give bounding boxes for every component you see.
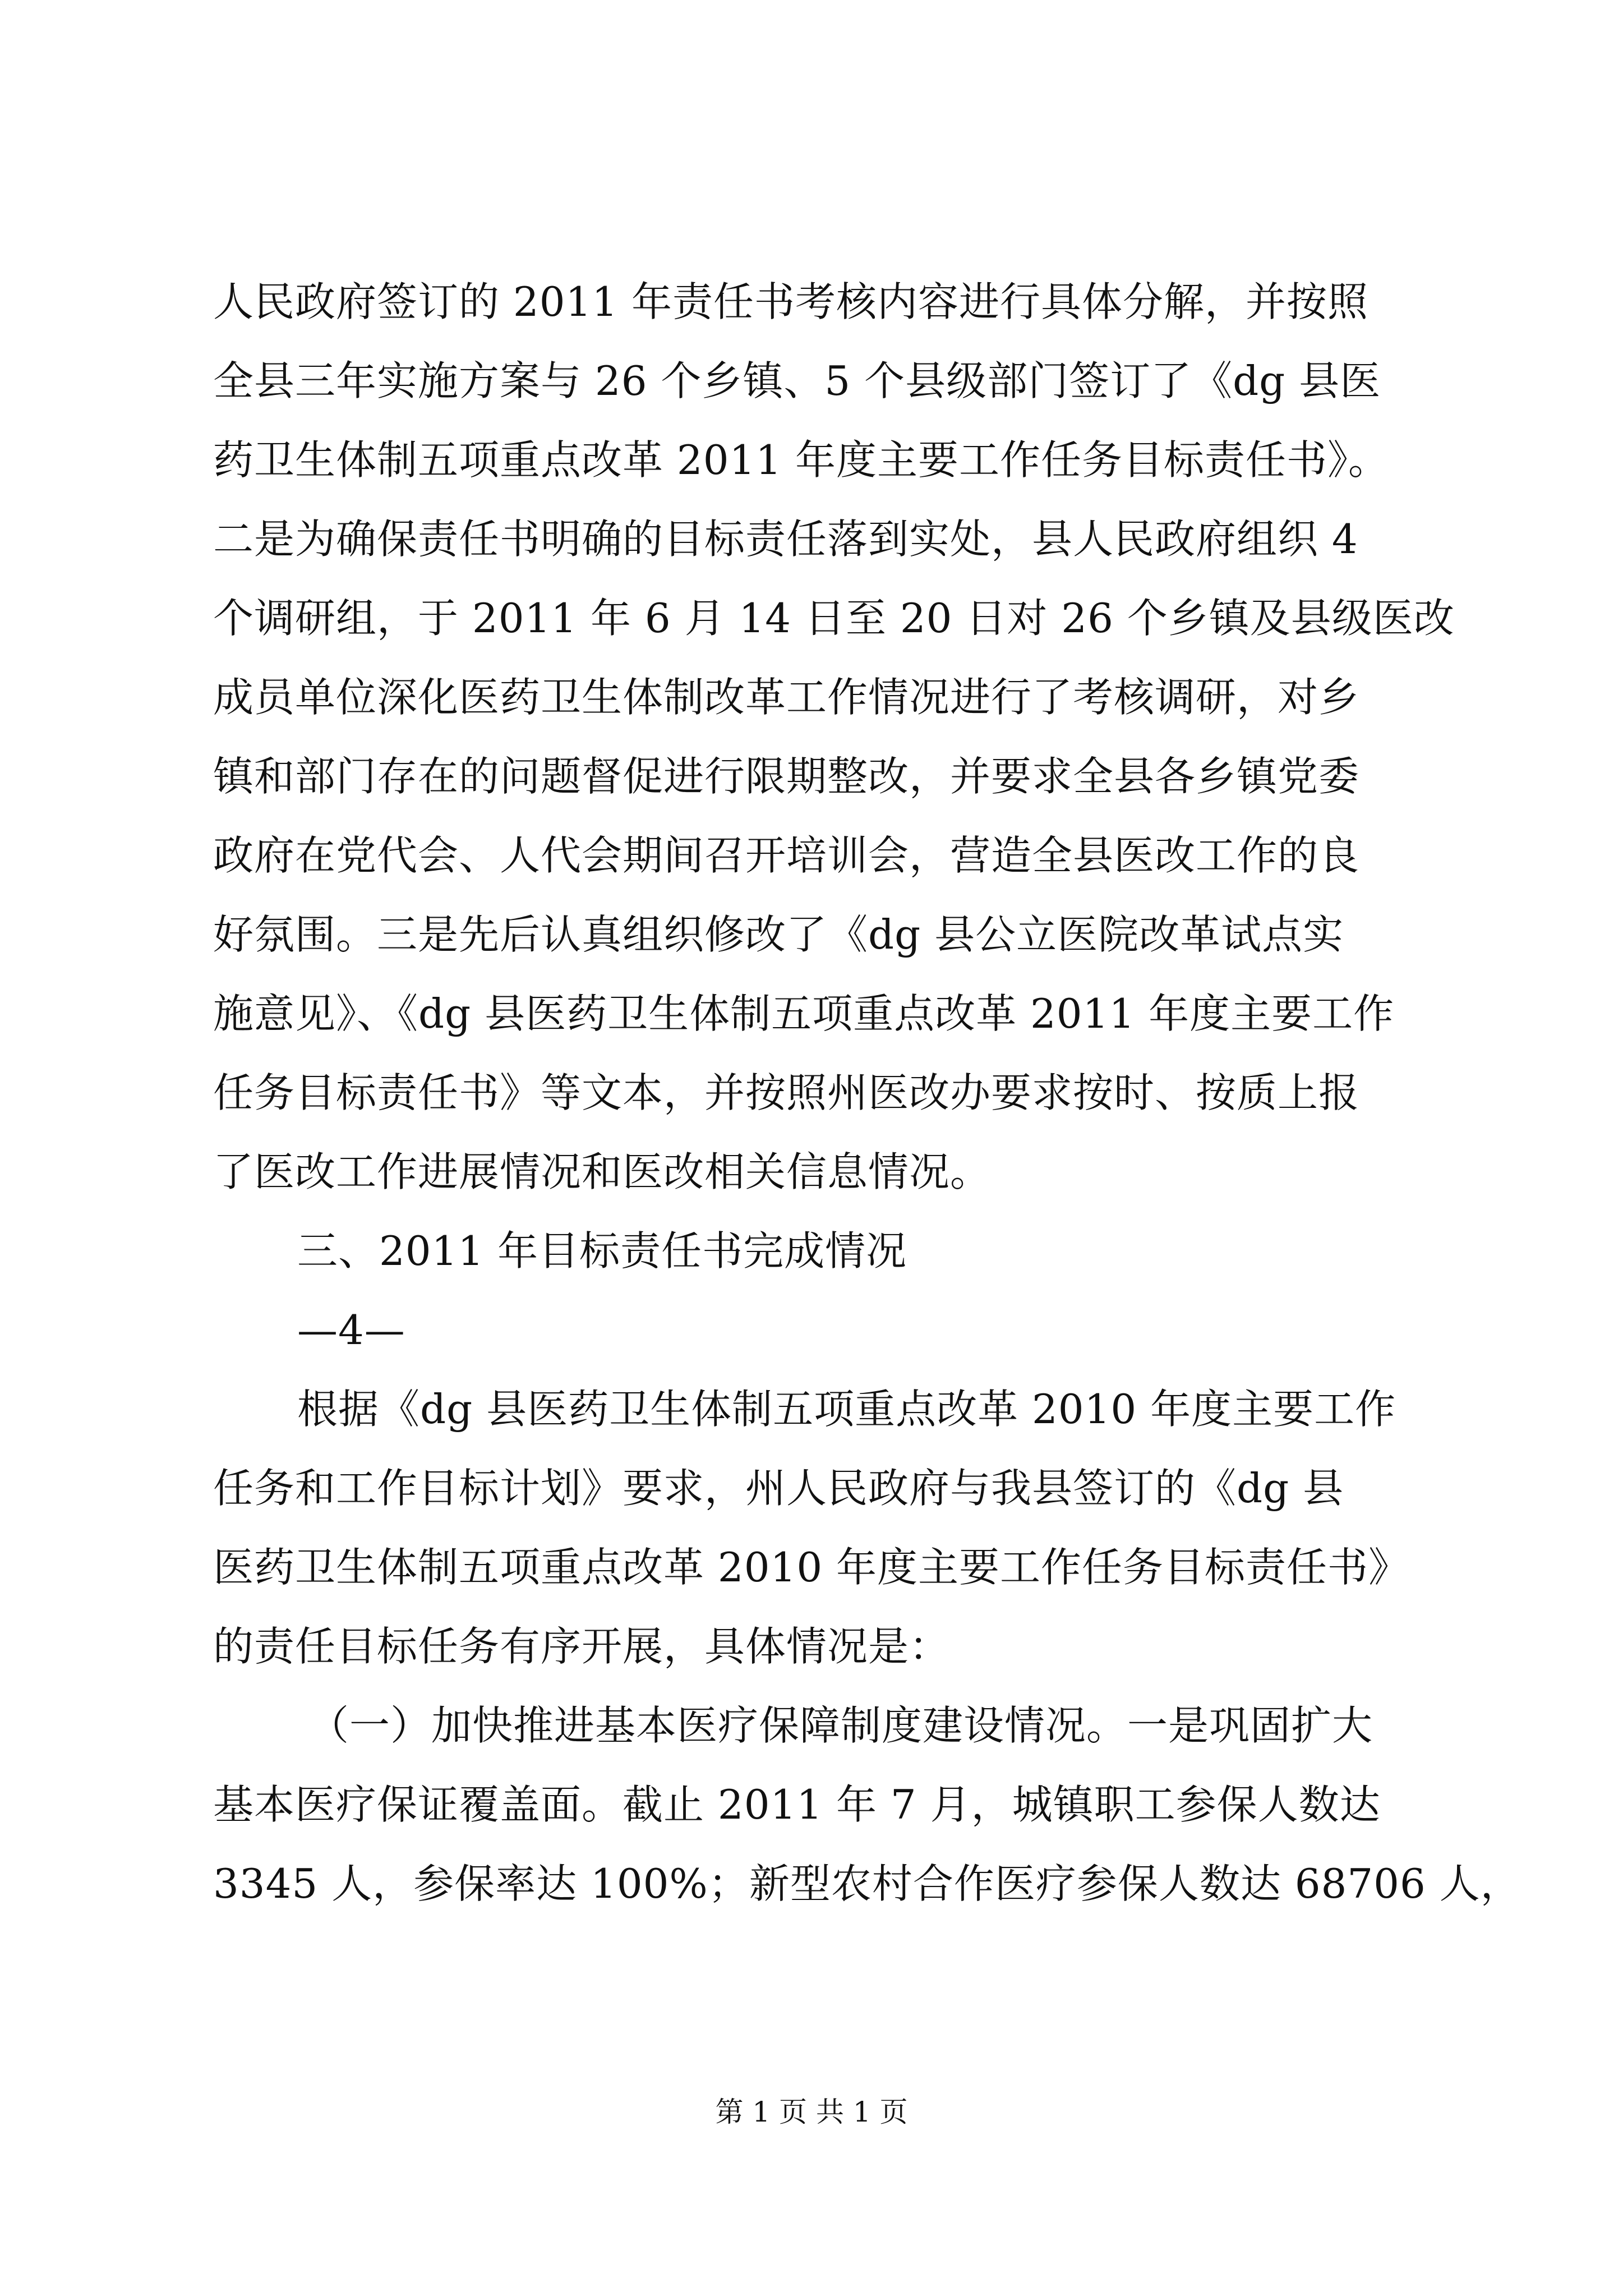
text-line: 好氛围。三是先后认真组织修改了《dg 县公立医院改革试点实	[213, 911, 1344, 958]
text-line: 任务和工作目标计划》要求，州人民政府与我县签订的《dg 县	[213, 1465, 1344, 1512]
text-line: 药卫生体制五项重点改革 2011 年度主要工作任务目标责任书》。	[213, 436, 1390, 484]
text-line: （一）加快推进基本医疗保障制度建设情况。一是巩固扩大	[308, 1702, 1373, 1749]
text-line: 人民政府签订的 2011 年责任书考核内容进行具体分解，并按照	[213, 278, 1369, 325]
text-line: 二是为确保责任书明确的目标责任落到实处，县人民政府组织 4	[213, 516, 1358, 563]
text-line: 全县三年实施方案与 26 个乡镇、5 个县级部门签订了《dg 县医	[213, 357, 1381, 404]
text-line: 了医改工作进展情况和医改相关信息情况。	[213, 1148, 992, 1195]
text-line: 施意见》、《dg 县医药卫生体制五项重点改革 2011 年度主要工作	[213, 990, 1395, 1037]
text-line: 个调研组，于 2011 年 6 月 14 日至 20 日对 26 个乡镇及县级医改	[213, 595, 1455, 642]
text-line: 的责任目标任务有序开展，具体情况是：	[213, 1623, 951, 1670]
text-line: 3345 人，参保率达 100%；新型农村合作医疗参保人数达 68706 人，	[213, 1860, 1521, 1907]
document-body	[213, 263, 1521, 1924]
text-line: 根据《dg 县医药卫生体制五项重点改革 2010 年度主要工作	[297, 1386, 1396, 1433]
page-footer: 第 1 页 共 1 页	[715, 2096, 908, 2128]
text-line: 镇和部门存在的问题督促进行限期整改，并要求全县各乡镇党委	[213, 753, 1360, 800]
text-line: 成员单位深化医药卫生体制改革工作情况进行了考核调研，对乡	[213, 674, 1360, 721]
section-heading: 三、2011 年目标责任书完成情况	[297, 1227, 907, 1274]
text-line: 政府在党代会、人代会期间召开培训会，营造全县医改工作的良	[213, 832, 1360, 879]
page-marker: —4—	[297, 1306, 405, 1354]
text-line: 任务目标责任书》等文本，并按照州医改办要求按时、按质上报	[213, 1069, 1360, 1116]
text-line: 基本医疗保证覆盖面。截止 2011 年 7 月，城镇职工参保人数达	[213, 1781, 1381, 1828]
text-line: 医药卫生体制五项重点改革 2010 年度主要工作任务目标责任书》	[213, 1544, 1410, 1591]
